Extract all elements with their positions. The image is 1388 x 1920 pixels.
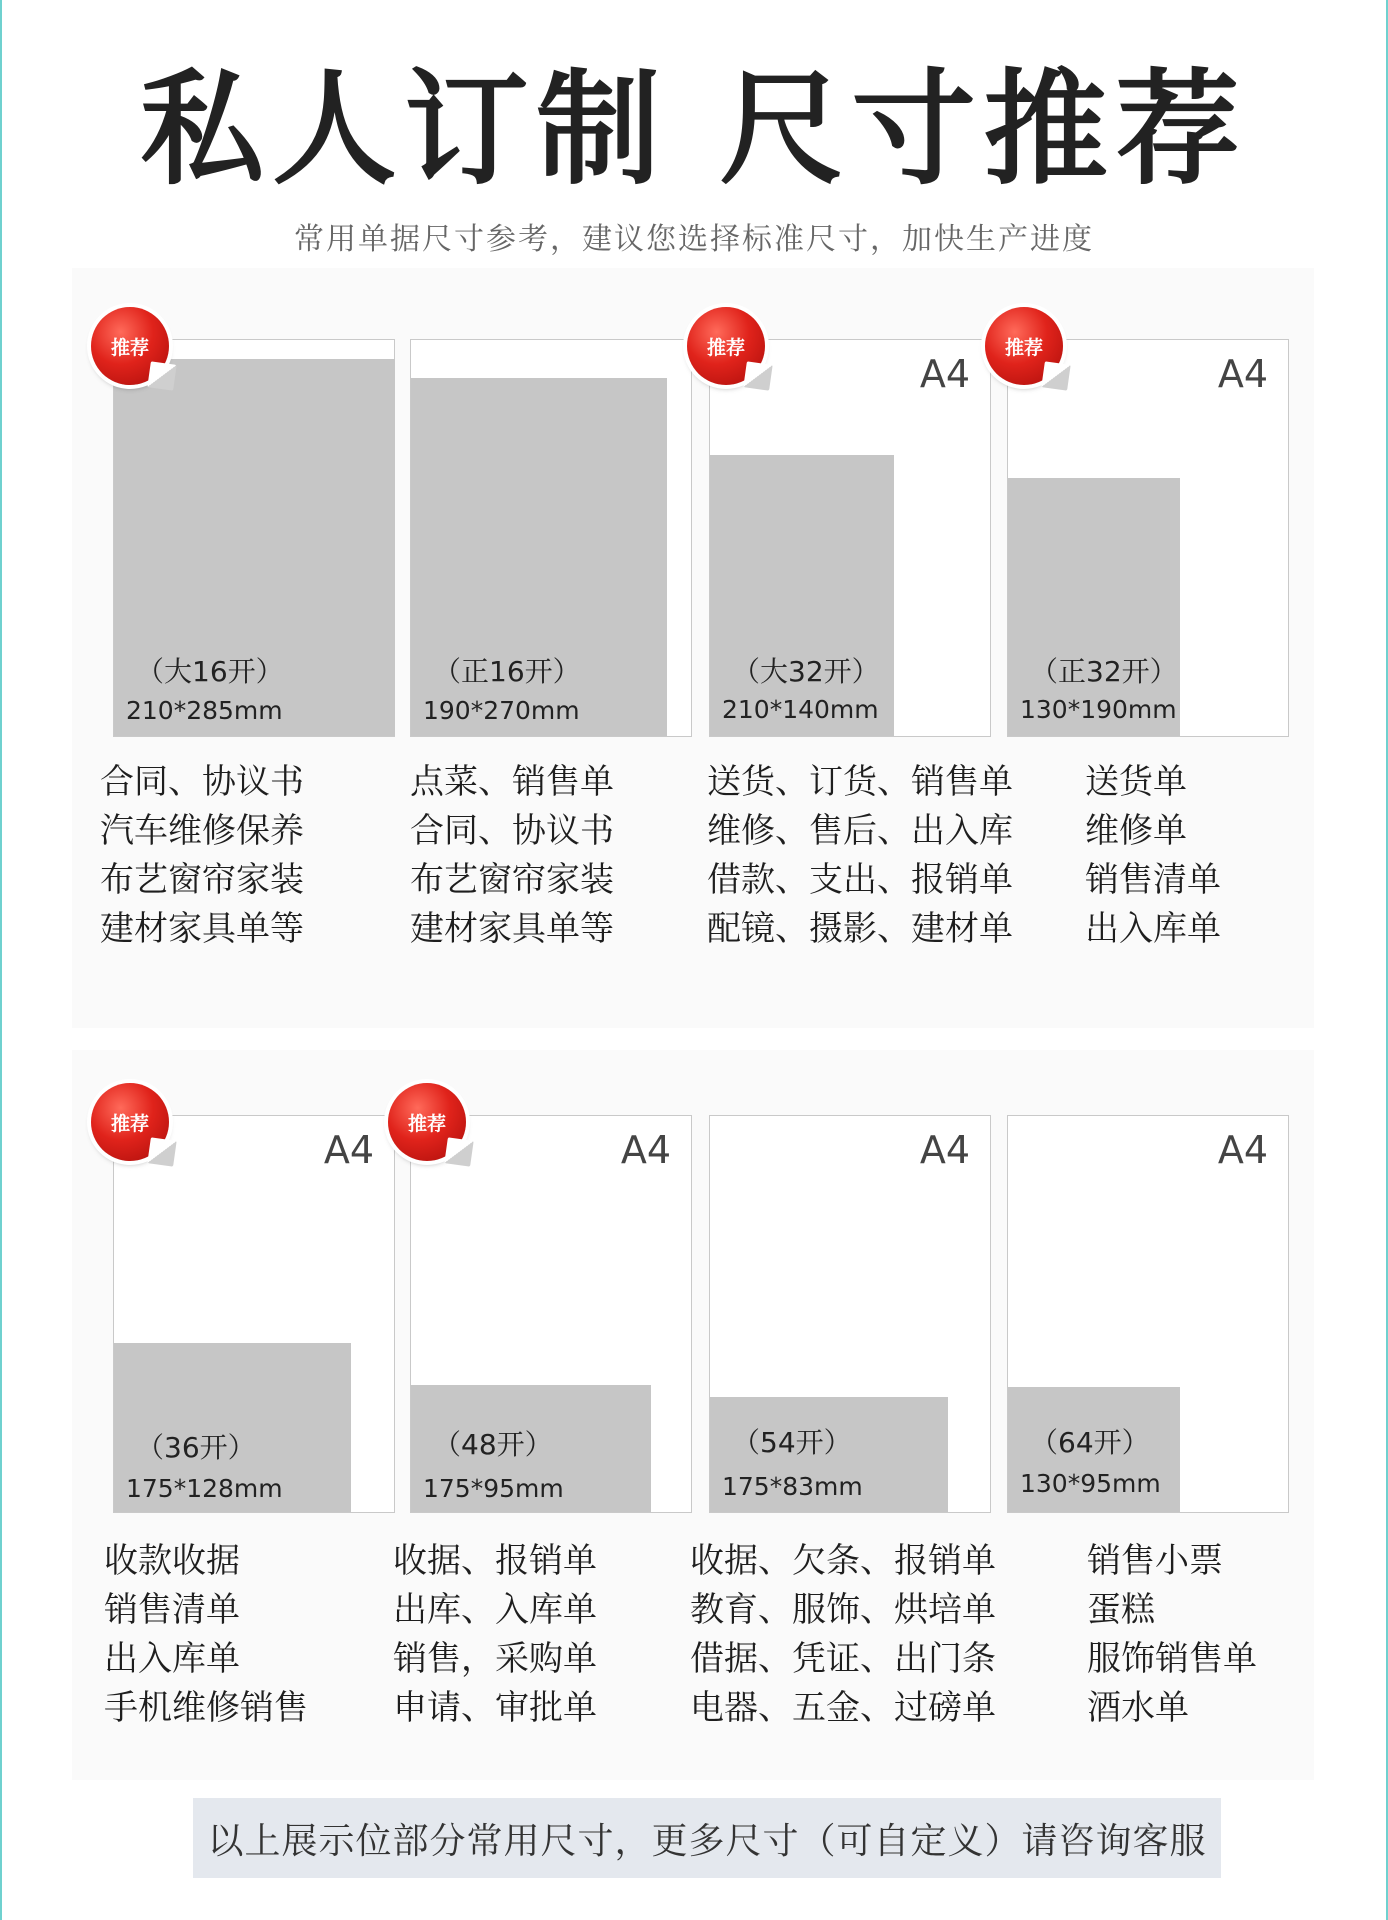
use-case-list bbox=[1087, 1537, 1257, 1733]
recommended-badge-icon: 推荐 bbox=[388, 1083, 466, 1161]
size-name: （54开） bbox=[732, 1426, 852, 1459]
size-dimensions: 175*128mm bbox=[126, 1474, 283, 1503]
use-case-item: 销售清单 bbox=[104, 1590, 240, 1630]
use-case-item: 出库、入库单 bbox=[393, 1590, 597, 1630]
recommended-badge-icon: 推荐 bbox=[91, 1083, 169, 1161]
left-edge-line bbox=[0, 0, 2, 1920]
size-name: （正32开） bbox=[1030, 655, 1178, 688]
size-dimensions: 210*285mm bbox=[126, 696, 283, 725]
a4-reference-label: A4 bbox=[919, 352, 970, 396]
a4-reference-label: A4 bbox=[919, 1128, 970, 1172]
use-case-item: 销售清单 bbox=[1085, 860, 1221, 900]
size-card bbox=[1007, 339, 1289, 737]
use-case-item: 服饰销售单 bbox=[1087, 1639, 1257, 1679]
use-case-item: 点菜、销售单 bbox=[410, 762, 614, 802]
a4-reference-label: A4 bbox=[1217, 352, 1268, 396]
use-case-item: 维修、售后、出入库 bbox=[707, 811, 1013, 851]
size-dimensions: 175*83mm bbox=[722, 1472, 863, 1501]
use-case-list bbox=[1085, 758, 1221, 954]
size-name: （大16开） bbox=[136, 655, 284, 688]
use-case-item: 手机维修销售 bbox=[104, 1688, 308, 1728]
use-case-item: 收据、报销单 bbox=[393, 1541, 597, 1581]
a4-reference-label: A4 bbox=[323, 1128, 374, 1172]
use-case-item: 销售，采购单 bbox=[393, 1639, 597, 1679]
size-name: （48开） bbox=[433, 1428, 553, 1461]
use-case-item: 合同、协议书 bbox=[410, 811, 614, 851]
size-dimensions: 175*95mm bbox=[423, 1474, 564, 1503]
page-title: 私人订制 尺寸推荐 bbox=[140, 58, 1248, 202]
use-case-item: 维修单 bbox=[1085, 811, 1187, 851]
size-card bbox=[709, 339, 991, 737]
size-dimensions: 130*95mm bbox=[1020, 1469, 1161, 1498]
use-case-item: 酒水单 bbox=[1087, 1688, 1189, 1728]
use-case-item: 收据、欠条、报销单 bbox=[690, 1541, 996, 1581]
use-case-item: 建材家具单等 bbox=[100, 909, 304, 949]
size-name: （64开） bbox=[1030, 1426, 1150, 1459]
size-name: （大32开） bbox=[732, 655, 880, 688]
use-case-item: 汽车维修保养 bbox=[100, 811, 304, 851]
size-card bbox=[113, 339, 395, 737]
use-case-list bbox=[100, 758, 304, 954]
use-case-item: 教育、服饰、烘培单 bbox=[690, 1590, 996, 1630]
use-case-item: 电器、五金、过磅单 bbox=[690, 1688, 996, 1728]
recommended-badge-icon: 推荐 bbox=[985, 307, 1063, 385]
use-case-item: 合同、协议书 bbox=[100, 762, 304, 802]
use-case-item: 配镜、摄影、建材单 bbox=[707, 909, 1013, 949]
use-case-item: 借款、支出、报销单 bbox=[707, 860, 1013, 900]
paper-size-block bbox=[710, 455, 894, 736]
page-subtitle: 常用单据尺寸参考，建议您选择标准尺寸，加快生产进度 bbox=[294, 222, 1094, 257]
use-case-item: 送货、订货、销售单 bbox=[707, 762, 1013, 802]
use-case-item: 借据、凭证、出门条 bbox=[690, 1639, 996, 1679]
use-case-item: 销售小票 bbox=[1087, 1541, 1223, 1581]
size-card bbox=[410, 339, 692, 737]
recommended-badge-icon: 推荐 bbox=[687, 307, 765, 385]
size-name: （正16开） bbox=[433, 655, 581, 688]
use-case-item: 出入库单 bbox=[104, 1639, 240, 1679]
size-dimensions: 210*140mm bbox=[722, 695, 879, 724]
use-case-item: 送货单 bbox=[1085, 762, 1187, 802]
a4-reference-label: A4 bbox=[1217, 1128, 1268, 1172]
use-case-list bbox=[393, 1537, 597, 1733]
size-dimensions: 130*190mm bbox=[1020, 695, 1177, 724]
size-dimensions: 190*270mm bbox=[423, 696, 580, 725]
use-case-item: 建材家具单等 bbox=[410, 909, 614, 949]
use-case-list bbox=[104, 1537, 308, 1733]
use-case-item: 蛋糕 bbox=[1087, 1590, 1155, 1630]
use-case-list bbox=[707, 758, 1013, 954]
use-case-item: 收款收据 bbox=[104, 1541, 240, 1581]
use-case-item: 出入库单 bbox=[1085, 909, 1221, 949]
use-case-item: 布艺窗帘家装 bbox=[100, 860, 304, 900]
recommended-badge-icon: 推荐 bbox=[91, 307, 169, 385]
use-case-item: 布艺窗帘家装 bbox=[410, 860, 614, 900]
use-case-item: 申请、审批单 bbox=[393, 1688, 597, 1728]
footer-note: 以上展示位部分常用尺寸，更多尺寸（可自定义）请咨询客服 bbox=[193, 1798, 1221, 1878]
size-card bbox=[113, 1115, 395, 1513]
use-case-list bbox=[690, 1537, 996, 1733]
a4-reference-label: A4 bbox=[620, 1128, 671, 1172]
use-case-list bbox=[410, 758, 614, 954]
size-card bbox=[410, 1115, 692, 1513]
size-card bbox=[709, 1115, 991, 1513]
size-card bbox=[1007, 1115, 1289, 1513]
size-name: （36开） bbox=[136, 1431, 256, 1464]
